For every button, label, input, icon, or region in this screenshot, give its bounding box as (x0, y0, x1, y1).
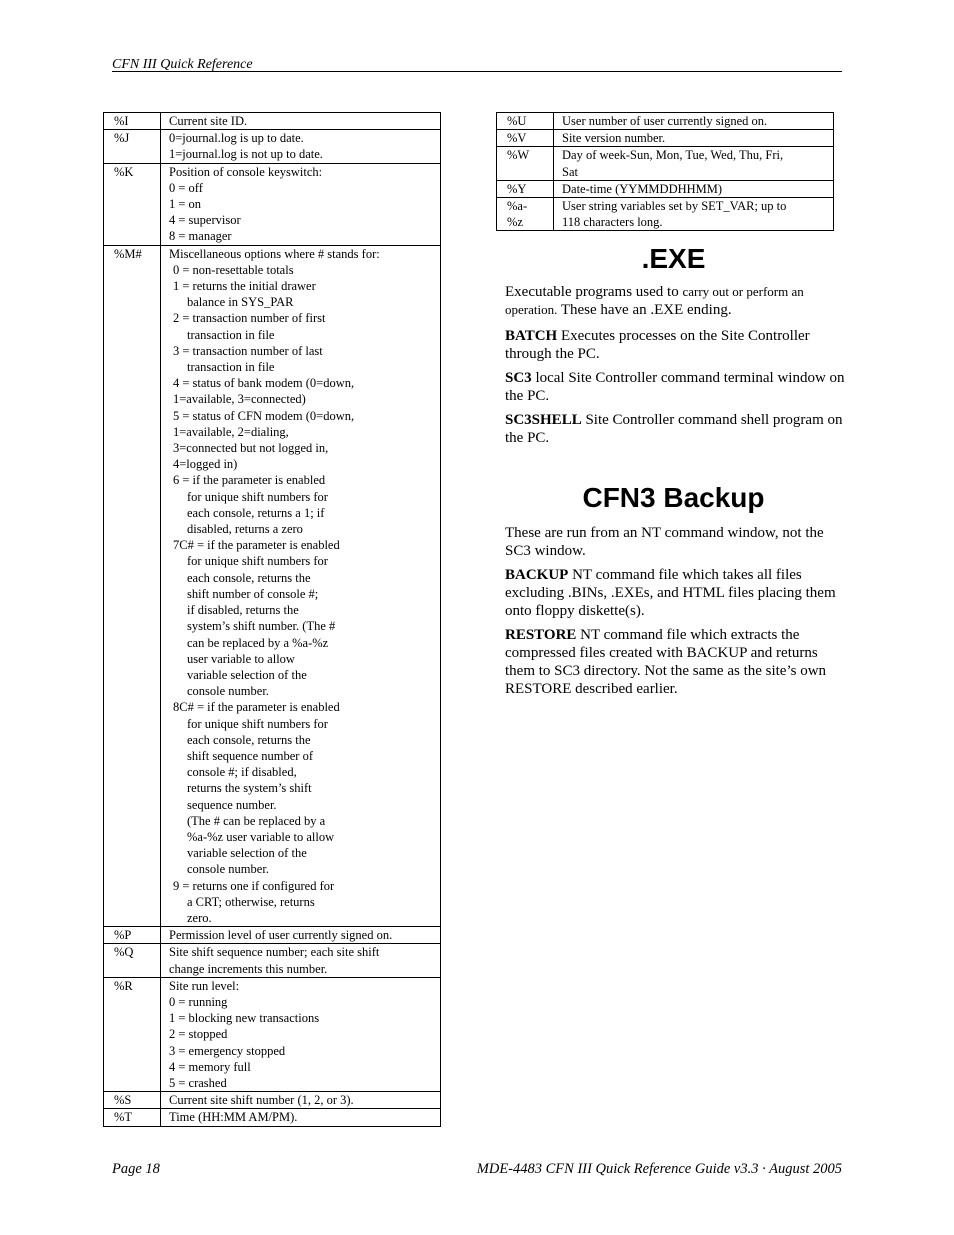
variable-code: %Q (104, 944, 161, 977)
description-line: Current site shift number (1, 2, or 3). (169, 1093, 354, 1108)
description-line: user variable to allow (187, 651, 295, 666)
table-row (497, 198, 834, 231)
variable-code: %S (104, 1092, 161, 1109)
description-line: 4 = supervisor (169, 213, 241, 228)
description-line: 9 = returns one if configured for (173, 878, 335, 893)
description-line: 1 = returns the initial drawer (173, 279, 316, 294)
description-line: a CRT; otherwise, returns (187, 894, 315, 909)
description-line: variable selection of the (187, 667, 307, 682)
description-line: Day of week-Sun, Mon, Tue, Wed, Thu, Fri, (562, 148, 784, 163)
description-line: 8 = manager (169, 229, 232, 244)
table-row (104, 927, 441, 944)
variable-description (554, 147, 834, 180)
variable-description (161, 927, 441, 944)
exe-intro-paragraph (505, 283, 845, 319)
description-line: 1 = on (169, 197, 202, 212)
variable-description (161, 130, 441, 163)
description-line: 0 = non-resettable totals (173, 262, 294, 277)
variable-description (161, 1109, 441, 1126)
table-row (104, 977, 441, 1091)
variable-description (554, 113, 834, 130)
variable-code: %I (104, 113, 161, 130)
description-line: 118 characters long. (562, 215, 663, 230)
restore-term: RESTORE (505, 627, 577, 643)
description-line: 2 = transaction number of first (173, 311, 326, 326)
description-line: shift sequence number of (187, 748, 314, 763)
description-line: if disabled, returns the (187, 603, 299, 618)
description-line: Site run level: (169, 978, 240, 993)
description-line: 4 = memory full (169, 1059, 251, 1074)
description-line: for unique shift numbers for (187, 489, 328, 504)
variable-description (161, 1092, 441, 1109)
description-line: 8C# = if the parameter is enabled (173, 700, 340, 715)
description-line: 3 = emergency stopped (169, 1043, 286, 1058)
description-line: User string variables set by SET_VAR; up to (562, 199, 787, 214)
sc3-description: local Site Controller command terminal window on the PC. (505, 370, 845, 404)
description-line: change increments this number. (169, 961, 328, 976)
description-line: (The # can be replaced by a (187, 813, 326, 828)
variable-code: %M# (104, 245, 161, 927)
exe-section-title: .EXE (641, 243, 706, 274)
variable-code-line: %z (507, 215, 523, 230)
description-line: 5 = status of CFN modem (0=down, (173, 408, 355, 423)
description-line: 1 = blocking new transactions (169, 1011, 320, 1026)
variable-description (161, 977, 441, 1091)
description-line: can be replaced by a %a-%z (187, 635, 329, 650)
variable-description (161, 245, 441, 927)
description-line: Permission level of user currently signed on. (169, 928, 393, 943)
variable-description (554, 180, 834, 197)
description-line: 1=journal.log is not up to date. (169, 147, 323, 162)
description-line: for unique shift numbers for (187, 716, 328, 731)
description-line: variable selection of the (187, 846, 307, 861)
description-line: Sat (562, 164, 578, 179)
description-line: Current site ID. (169, 114, 248, 128)
backup-section-title: CFN3 Backup (582, 482, 765, 513)
backup-entry (505, 566, 845, 620)
backup-description: NT command file which takes all files excluding .BINs, .EXEs, and HTML files placing them onto floppy diskette(s). (505, 567, 836, 619)
variable-code: %R (104, 977, 161, 1091)
description-line: 3=connected but not logged in, (173, 441, 329, 456)
variable-code: %J (104, 130, 161, 163)
description-line: transaction in file (187, 360, 275, 375)
description-line: 3 = transaction number of last (173, 343, 323, 358)
table-row (497, 180, 834, 197)
description-line: Time (HH:MM AM/PM). (169, 1110, 298, 1125)
batch-term: BATCH (505, 328, 558, 344)
description-line: Miscellaneous options where # stands for: (169, 246, 380, 261)
description-line: disabled, returns a zero (187, 522, 303, 537)
table-row (497, 130, 834, 147)
restore-entry (505, 626, 845, 698)
description-line: system’s shift number. (The # (187, 619, 336, 634)
description-line: 1=available, 2=dialing, (173, 424, 289, 439)
table-row (104, 163, 441, 245)
description-line: console number. (187, 684, 269, 699)
description-line: 6 = if the parameter is enabled (173, 473, 326, 488)
sc3-entry (505, 369, 845, 405)
table-row (104, 113, 441, 130)
description-line: Site shift sequence number; each site shift (169, 945, 380, 960)
description-line: 0 = running (169, 994, 228, 1009)
left-variable-table (103, 112, 441, 1127)
description-line: each console, returns a 1; if (187, 505, 325, 520)
table-row (497, 147, 834, 180)
variable-code: %T (104, 1109, 161, 1126)
batch-entry (505, 327, 845, 363)
right-variable-table (496, 112, 834, 231)
description-line: 4 = status of bank modem (0=down, (173, 376, 355, 391)
description-line: 2 = stopped (169, 1027, 228, 1042)
header-rule (112, 71, 842, 72)
variable-code-line: %a- (507, 199, 528, 214)
page-number: Page 18 (112, 1161, 160, 1177)
variable-description (554, 130, 834, 147)
exe-intro-a: Executable programs used to (505, 284, 683, 300)
description-line: 1=available, 3=connected) (173, 392, 306, 407)
description-line: Date-time (YYMMDDHHMM) (562, 181, 723, 196)
description-line: 5 = crashed (169, 1075, 227, 1090)
backup-term: BACKUP (505, 567, 569, 583)
table-row (104, 1109, 441, 1126)
variable-code: %V (497, 130, 554, 147)
table-row (497, 113, 834, 130)
description-line: transaction in file (187, 327, 275, 342)
description-line: %a-%z user variable to allow (187, 829, 335, 844)
sc3shell-description: Site Controller command shell program on the PC. (505, 412, 843, 446)
sc3shell-term: SC3SHELL (505, 412, 582, 428)
table-row (104, 1092, 441, 1109)
variable-description (161, 944, 441, 977)
description-line: 7C# = if the parameter is enabled (173, 538, 340, 553)
restore-description: NT command file which extracts the compressed files created with BACKUP and returns them to SC3 directory. Not the same as the site’s own RESTORE described earlier. (505, 627, 827, 697)
description-line: zero. (187, 910, 212, 925)
table-row (104, 245, 441, 927)
description-line: Position of console keyswitch: (169, 164, 323, 179)
description-line: returns the system’s shift (187, 781, 312, 796)
batch-description: Executes processes on the Site Controller through the PC. (505, 328, 810, 362)
variable-description (161, 163, 441, 245)
variable-description (554, 198, 834, 231)
variable-code: %K (104, 163, 161, 245)
variable-code: %W (497, 147, 554, 180)
variable-code: %P (104, 927, 161, 944)
running-head-title: CFN III Quick Reference (112, 57, 253, 72)
description-line: each console, returns the (187, 570, 311, 585)
description-line: Site version number. (562, 131, 666, 146)
table-row (104, 130, 441, 163)
description-line: 0 = off (169, 180, 203, 195)
variable-code (497, 198, 554, 231)
description-line: console number. (187, 862, 269, 877)
backup-intro-paragraph: These are run from an NT command window, not the SC3 window. (505, 525, 824, 559)
variable-code: %U (497, 113, 554, 130)
description-line: shift number of console #; (187, 586, 319, 601)
description-line: sequence number. (187, 797, 277, 812)
sc3-term: SC3 (505, 370, 532, 386)
description-line: User number of user currently signed on. (562, 114, 768, 128)
variable-description (161, 113, 441, 130)
description-line: for unique shift numbers for (187, 554, 328, 569)
variable-code: %Y (497, 180, 554, 197)
sc3shell-entry (505, 411, 845, 447)
description-line: each console, returns the (187, 732, 311, 747)
description-line: console #; if disabled, (187, 765, 297, 780)
description-line: 0=journal.log is up to date. (169, 131, 304, 146)
exe-intro-b: carry out or perform an operation. (505, 284, 804, 317)
description-line: balance in SYS_PAR (187, 295, 294, 310)
document-id: MDE-4483 CFN III Quick Reference Guide v3.3 · August 2005 (476, 1161, 842, 1177)
table-row (104, 944, 441, 977)
description-line: 4=logged in) (173, 457, 238, 472)
exe-intro-c: These have an .EXE ending. (557, 302, 732, 318)
